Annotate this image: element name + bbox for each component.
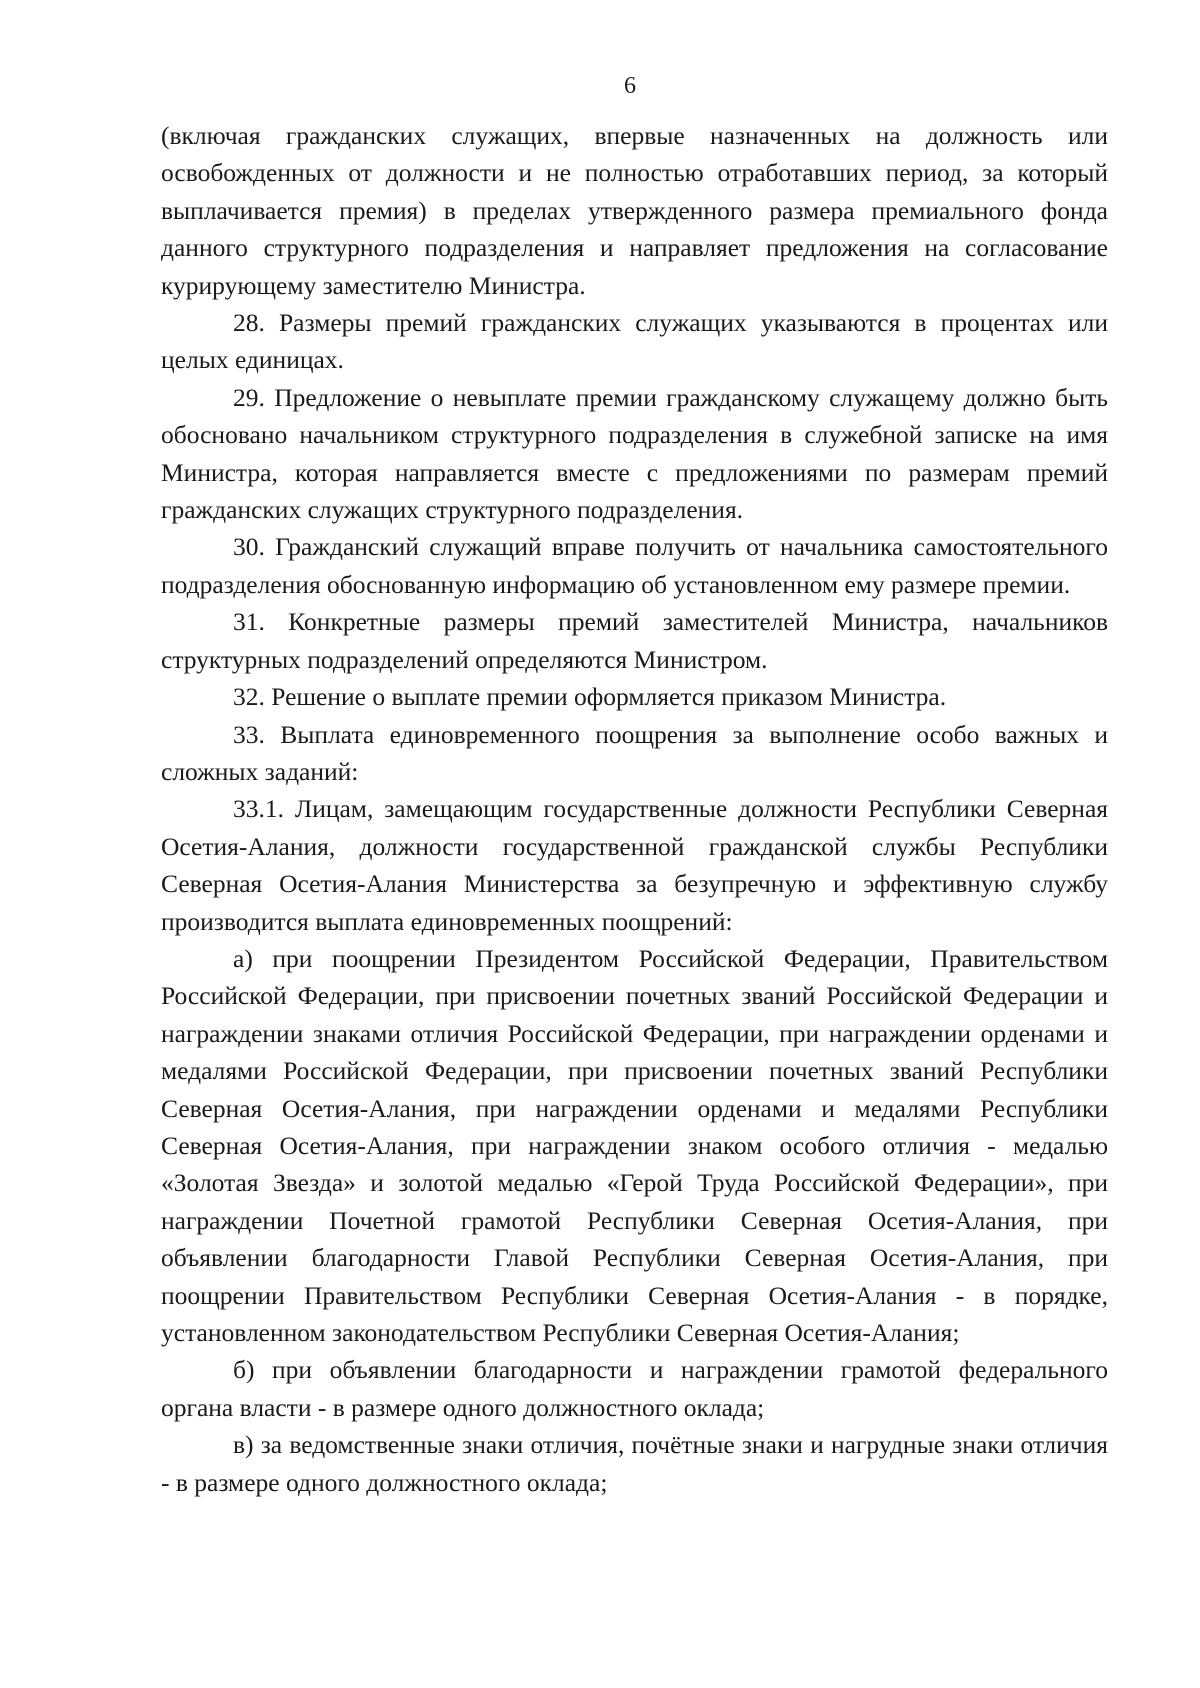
document-body — [161, 117, 1108, 1501]
paragraph-33-1: 33.1. Лицам, замещающим государственные должности Республики Северная Осетия-Алания, должности государственной гражданской службы Республики Северная Осетия-Алания Министерства за безупречную и эффективную службу производится выплата единовременных поощрений: — [161, 794, 1108, 936]
paragraph-continuation: (включая гражданских служащих, впервые назначенных на должность или освобожденных от должности и не полностью отработавших период, за который выплачивается премия) в пределах утвержденного размера премиального фонда данного структурного подразделения и направляет предложения на согласование курирующему заместителю Министра. — [161, 121, 1108, 300]
list-item-b: б) при объявлении благодарности и награждении грамотой федерального органа власти - в размере одного должностного оклада; — [161, 1355, 1108, 1422]
paragraph-32: 32. Решение о выплате премии оформляется приказом Министра. — [233, 682, 947, 712]
paragraph-31: 31. Конкретные размеры премий заместителей Министра, начальников структурных подразделений определяются Министром. — [161, 607, 1108, 674]
paragraph-30: 30. Гражданский служащий вправе получить от начальника самостоятельного подразделения обоснованную информацию об установленном ему размере премии. — [161, 532, 1108, 599]
list-item-a: а) при поощрении Президентом Российской Федерации, Правительством Российской Федерации, при присвоении почетных званий Российской Федерации и награждении знаками отличия Российской Федерации, при награждении орденами и медалями Российской Федерации, при присвоении почетных званий Республики Северная Осетия-Алания, при награждении орденами и медалями Республики Северная Осетия-Алания, при награждении знаком особого отличия - медалью «Золотая Звезда» и золотой медалью «Герой Труда Российской Федерации», при награждении Почетной грамотой Республики Северная Осетия-Алания, при объявлении благодарности Главой Республики Северная Осетия-Алания, при поощрении Правительством Республики Северная Осетия-Алания - в порядке, установленном законодательством Республики Северная Осетия-Алания; — [161, 943, 1108, 1347]
paragraph-29: 29. Предложение о невыплате премии гражданскому служащему должно быть обосновано начальником структурного подразделения в служебной записке на имя Министра, которая направляется вместе с предложениями по размерам премий гражданских служащих структурного подразделения. — [161, 382, 1108, 525]
paragraph-28: 28. Размеры премий гражданских служащих указываются в процентах или целых единицах. — [161, 308, 1108, 375]
list-item-v: в) за ведомственные знаки отличия, почётные знаки и нагрудные знаки отличия - в размере одного должностного оклада; — [161, 1430, 1108, 1497]
paragraph-33: 33. Выплата единовременного поощрения за выполнение особо важных и сложных заданий: — [161, 719, 1108, 786]
page-number: 6 — [624, 73, 636, 99]
